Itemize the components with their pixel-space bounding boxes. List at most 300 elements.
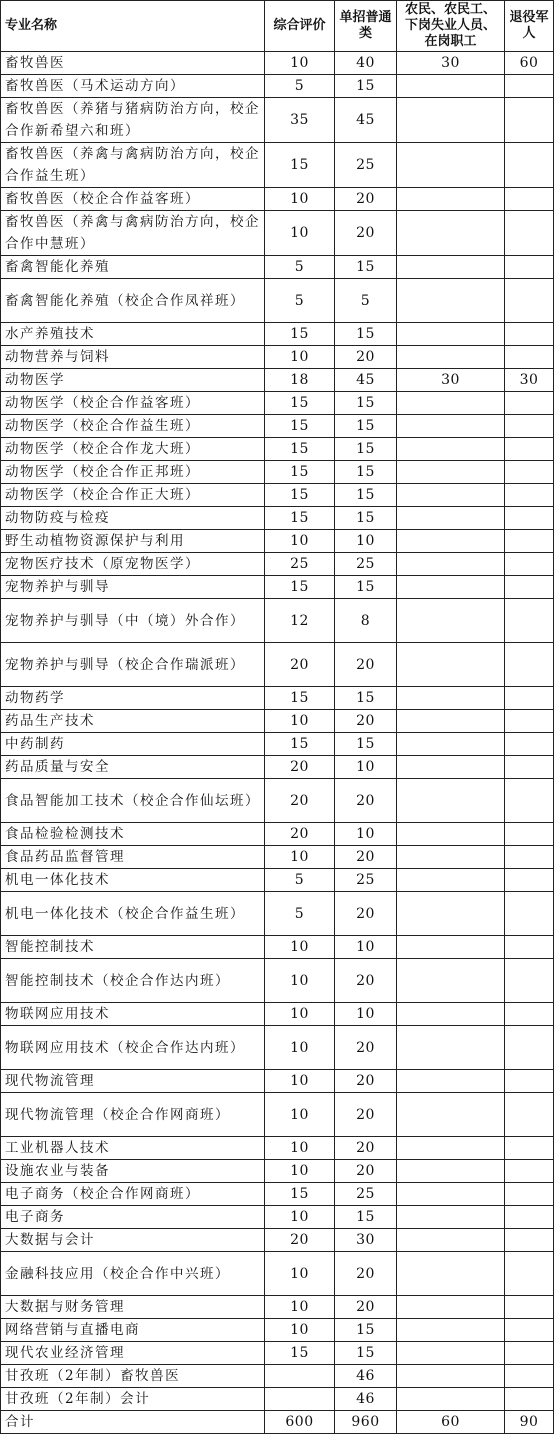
cell-veterans bbox=[505, 1319, 554, 1342]
cell-comprehensive bbox=[265, 1365, 335, 1388]
cell-major-name: 宠物养护与驯导（中（境）外合作） bbox=[1, 599, 265, 643]
cell-single: 15 bbox=[335, 438, 397, 461]
table-row bbox=[1, 1137, 554, 1160]
header-farmers-workers: 农民、农民工、下岗失业人员、在岗职工 bbox=[397, 1, 505, 52]
cell-comprehensive: 10 bbox=[265, 1070, 335, 1093]
table-row bbox=[1, 756, 554, 779]
table-header bbox=[1, 1, 554, 52]
cell-major-name: 畜禽智能化养殖 bbox=[1, 256, 265, 279]
cell-comprehensive: 15 bbox=[265, 392, 335, 415]
cell-comprehensive: 15 bbox=[265, 733, 335, 756]
cell-single: 960 bbox=[335, 1411, 397, 1434]
table-row bbox=[1, 1183, 554, 1206]
cell-major-name: 电子商务（校企合作网商班） bbox=[1, 1183, 265, 1206]
cell-single: 15 bbox=[335, 687, 397, 710]
table-row bbox=[1, 1252, 554, 1296]
cell-single: 15 bbox=[335, 75, 397, 98]
cell-veterans bbox=[505, 484, 554, 507]
cell-farmers bbox=[397, 461, 505, 484]
cell-veterans bbox=[505, 779, 554, 823]
cell-comprehensive: 15 bbox=[265, 1183, 335, 1206]
cell-major-name: 畜牧兽医（养猪与猪病防治方向，校企合作新希望六和班） bbox=[1, 98, 265, 143]
cell-comprehensive: 15 bbox=[265, 323, 335, 346]
cell-farmers bbox=[397, 323, 505, 346]
table-row bbox=[1, 438, 554, 461]
cell-farmers bbox=[397, 823, 505, 846]
cell-farmers bbox=[397, 143, 505, 188]
cell-single: 20 bbox=[335, 779, 397, 823]
cell-farmers bbox=[397, 1003, 505, 1026]
cell-veterans bbox=[505, 256, 554, 279]
cell-comprehensive: 20 bbox=[265, 756, 335, 779]
cell-comprehensive: 10 bbox=[265, 530, 335, 553]
cell-single: 10 bbox=[335, 530, 397, 553]
cell-veterans bbox=[505, 756, 554, 779]
cell-major-name: 大数据与财务管理 bbox=[1, 1296, 265, 1319]
cell-major-name: 动物医学（校企合作正邦班） bbox=[1, 461, 265, 484]
cell-comprehensive: 5 bbox=[265, 279, 335, 323]
total-row bbox=[1, 1411, 554, 1434]
header-comprehensive-evaluation: 综合评价 bbox=[265, 1, 335, 52]
cell-farmers bbox=[397, 1388, 505, 1411]
cell-comprehensive: 10 bbox=[265, 52, 335, 75]
cell-veterans: 60 bbox=[505, 52, 554, 75]
cell-single: 46 bbox=[335, 1365, 397, 1388]
cell-veterans bbox=[505, 869, 554, 892]
table-row bbox=[1, 1229, 554, 1252]
cell-veterans bbox=[505, 188, 554, 211]
cell-comprehensive: 15 bbox=[265, 415, 335, 438]
cell-veterans bbox=[505, 1365, 554, 1388]
cell-farmers bbox=[397, 892, 505, 936]
cell-major-name: 畜牧兽医（校企合作益客班） bbox=[1, 188, 265, 211]
table-row bbox=[1, 823, 554, 846]
table-row bbox=[1, 1093, 554, 1137]
cell-single: 25 bbox=[335, 143, 397, 188]
cell-single: 20 bbox=[335, 346, 397, 369]
cell-comprehensive: 10 bbox=[265, 346, 335, 369]
cell-comprehensive: 10 bbox=[265, 1160, 335, 1183]
cell-major-name: 动物医学（校企合作龙大班） bbox=[1, 438, 265, 461]
cell-comprehensive: 10 bbox=[265, 846, 335, 869]
table-row bbox=[1, 1319, 554, 1342]
cell-veterans bbox=[505, 553, 554, 576]
cell-comprehensive: 10 bbox=[265, 936, 335, 959]
cell-major-name: 动物医学（校企合作正大班） bbox=[1, 484, 265, 507]
cell-farmers bbox=[397, 392, 505, 415]
cell-veterans bbox=[505, 75, 554, 98]
cell-major-name: 药品生产技术 bbox=[1, 710, 265, 733]
cell-farmers bbox=[397, 188, 505, 211]
cell-single: 20 bbox=[335, 1296, 397, 1319]
cell-farmers bbox=[397, 1137, 505, 1160]
header-veterans: 退役军人 bbox=[505, 1, 554, 52]
table-row bbox=[1, 143, 554, 188]
cell-major-name: 网络营销与直播电商 bbox=[1, 1319, 265, 1342]
cell-veterans bbox=[505, 1229, 554, 1252]
cell-single: 20 bbox=[335, 1070, 397, 1093]
table-row bbox=[1, 75, 554, 98]
header-row bbox=[1, 1, 554, 52]
table-body bbox=[1, 52, 554, 1434]
cell-major-name: 动物医学（校企合作益生班） bbox=[1, 415, 265, 438]
table-row bbox=[1, 643, 554, 687]
cell-farmers bbox=[397, 279, 505, 323]
table-row bbox=[1, 1296, 554, 1319]
cell-comprehensive: 12 bbox=[265, 599, 335, 643]
cell-veterans bbox=[505, 279, 554, 323]
cell-major-name: 电子商务 bbox=[1, 1206, 265, 1229]
cell-veterans bbox=[505, 1342, 554, 1365]
cell-comprehensive: 10 bbox=[265, 1137, 335, 1160]
cell-major-name: 畜牧兽医（养禽与禽病防治方向，校企合作中慧班） bbox=[1, 211, 265, 256]
cell-comprehensive: 5 bbox=[265, 869, 335, 892]
cell-comprehensive: 15 bbox=[265, 687, 335, 710]
cell-single: 8 bbox=[335, 599, 397, 643]
cell-veterans bbox=[505, 346, 554, 369]
cell-comprehensive: 15 bbox=[265, 143, 335, 188]
cell-farmers bbox=[397, 1070, 505, 1093]
cell-farmers bbox=[397, 1365, 505, 1388]
cell-single: 10 bbox=[335, 936, 397, 959]
cell-comprehensive: 15 bbox=[265, 438, 335, 461]
cell-farmers bbox=[397, 1252, 505, 1296]
table-row bbox=[1, 369, 554, 392]
cell-comprehensive: 10 bbox=[265, 1319, 335, 1342]
cell-major-name: 药品质量与安全 bbox=[1, 756, 265, 779]
cell-comprehensive: 10 bbox=[265, 1003, 335, 1026]
cell-single: 15 bbox=[335, 1206, 397, 1229]
cell-farmers bbox=[397, 530, 505, 553]
cell-single: 25 bbox=[335, 1183, 397, 1206]
cell-comprehensive: 15 bbox=[265, 461, 335, 484]
cell-comprehensive: 5 bbox=[265, 75, 335, 98]
cell-major-name: 中药制药 bbox=[1, 733, 265, 756]
cell-comprehensive: 5 bbox=[265, 892, 335, 936]
cell-veterans bbox=[505, 1070, 554, 1093]
cell-single: 10 bbox=[335, 1003, 397, 1026]
cell-farmers: 30 bbox=[397, 369, 505, 392]
cell-veterans bbox=[505, 959, 554, 1003]
table-row bbox=[1, 346, 554, 369]
cell-comprehensive: 20 bbox=[265, 1229, 335, 1252]
cell-single: 45 bbox=[335, 369, 397, 392]
cell-single: 15 bbox=[335, 484, 397, 507]
cell-comprehensive: 10 bbox=[265, 1093, 335, 1137]
cell-veterans: 30 bbox=[505, 369, 554, 392]
cell-single: 10 bbox=[335, 823, 397, 846]
cell-major-name: 水产养殖技术 bbox=[1, 323, 265, 346]
cell-single: 25 bbox=[335, 553, 397, 576]
cell-farmers bbox=[397, 415, 505, 438]
cell-veterans bbox=[505, 687, 554, 710]
table-row bbox=[1, 484, 554, 507]
cell-farmers bbox=[397, 1319, 505, 1342]
cell-veterans: 90 bbox=[505, 1411, 554, 1434]
cell-veterans bbox=[505, 823, 554, 846]
cell-major-name: 工业机器人技术 bbox=[1, 1137, 265, 1160]
cell-major-name: 畜牧兽医（养禽与禽病防治方向，校企合作益生班） bbox=[1, 143, 265, 188]
cell-comprehensive: 10 bbox=[265, 188, 335, 211]
cell-veterans bbox=[505, 530, 554, 553]
cell-single: 20 bbox=[335, 1160, 397, 1183]
cell-veterans bbox=[505, 98, 554, 143]
cell-major-name: 野生动植物资源保护与利用 bbox=[1, 530, 265, 553]
cell-comprehensive: 10 bbox=[265, 710, 335, 733]
cell-veterans bbox=[505, 1296, 554, 1319]
cell-major-name: 现代农业经济管理 bbox=[1, 1342, 265, 1365]
cell-veterans bbox=[505, 1003, 554, 1026]
cell-veterans bbox=[505, 438, 554, 461]
cell-veterans bbox=[505, 392, 554, 415]
table-row bbox=[1, 892, 554, 936]
cell-farmers bbox=[397, 756, 505, 779]
table-row bbox=[1, 936, 554, 959]
table-row bbox=[1, 1003, 554, 1026]
cell-veterans bbox=[505, 415, 554, 438]
table-row bbox=[1, 52, 554, 75]
cell-major-name: 食品检验检测技术 bbox=[1, 823, 265, 846]
cell-single: 15 bbox=[335, 1319, 397, 1342]
table-row bbox=[1, 461, 554, 484]
cell-comprehensive: 10 bbox=[265, 959, 335, 1003]
cell-farmers bbox=[397, 553, 505, 576]
cell-comprehensive: 15 bbox=[265, 576, 335, 599]
table-row bbox=[1, 599, 554, 643]
cell-farmers bbox=[397, 1160, 505, 1183]
cell-comprehensive: 10 bbox=[265, 1026, 335, 1070]
table-row bbox=[1, 1388, 554, 1411]
table-row bbox=[1, 576, 554, 599]
cell-major-name: 动物医学（校企合作益客班） bbox=[1, 392, 265, 415]
cell-major-name: 食品药品监督管理 bbox=[1, 846, 265, 869]
cell-veterans bbox=[505, 1093, 554, 1137]
cell-single: 40 bbox=[335, 52, 397, 75]
cell-single: 20 bbox=[335, 643, 397, 687]
cell-major-name: 物联网应用技术（校企合作达内班） bbox=[1, 1026, 265, 1070]
table-row bbox=[1, 1026, 554, 1070]
cell-major-name: 动物营养与饲料 bbox=[1, 346, 265, 369]
table-row bbox=[1, 1342, 554, 1365]
cell-farmers bbox=[397, 846, 505, 869]
cell-major-name: 设施农业与装备 bbox=[1, 1160, 265, 1183]
table-row bbox=[1, 323, 554, 346]
table-row bbox=[1, 392, 554, 415]
cell-single: 45 bbox=[335, 98, 397, 143]
cell-comprehensive: 15 bbox=[265, 507, 335, 530]
cell-farmers bbox=[397, 779, 505, 823]
cell-farmers bbox=[397, 1093, 505, 1137]
cell-single: 20 bbox=[335, 1137, 397, 1160]
table-row bbox=[1, 1160, 554, 1183]
cell-major-name: 甘孜班（2年制）畜牧兽医 bbox=[1, 1365, 265, 1388]
cell-farmers bbox=[397, 687, 505, 710]
cell-veterans bbox=[505, 599, 554, 643]
cell-farmers bbox=[397, 1206, 505, 1229]
cell-farmers bbox=[397, 256, 505, 279]
cell-comprehensive: 10 bbox=[265, 1206, 335, 1229]
table-row bbox=[1, 687, 554, 710]
cell-major-name: 畜禽智能化养殖（校企合作凤祥班） bbox=[1, 279, 265, 323]
header-major-name: 专业名称 bbox=[1, 1, 265, 52]
cell-comprehensive: 15 bbox=[265, 1342, 335, 1365]
cell-comprehensive: 10 bbox=[265, 211, 335, 256]
cell-major-name: 宠物医疗技术（原宠物医学） bbox=[1, 553, 265, 576]
cell-farmers bbox=[397, 599, 505, 643]
cell-veterans bbox=[505, 733, 554, 756]
cell-major-name: 智能控制技术（校企合作达内班） bbox=[1, 959, 265, 1003]
cell-farmers bbox=[397, 643, 505, 687]
cell-veterans bbox=[505, 710, 554, 733]
cell-veterans bbox=[505, 576, 554, 599]
cell-single: 15 bbox=[335, 1342, 397, 1365]
table-row bbox=[1, 256, 554, 279]
cell-single: 46 bbox=[335, 1388, 397, 1411]
cell-farmers bbox=[397, 733, 505, 756]
table-row bbox=[1, 779, 554, 823]
cell-single: 20 bbox=[335, 710, 397, 733]
cell-major-name: 金融科技应用（校企合作中兴班） bbox=[1, 1252, 265, 1296]
cell-single: 5 bbox=[335, 279, 397, 323]
cell-comprehensive: 600 bbox=[265, 1411, 335, 1434]
cell-farmers bbox=[397, 484, 505, 507]
cell-single: 20 bbox=[335, 892, 397, 936]
cell-comprehensive: 18 bbox=[265, 369, 335, 392]
table-row bbox=[1, 1206, 554, 1229]
cell-veterans bbox=[505, 1388, 554, 1411]
cell-major-name: 动物医学 bbox=[1, 369, 265, 392]
cell-veterans bbox=[505, 1183, 554, 1206]
table-row bbox=[1, 507, 554, 530]
cell-major-name: 动物防疫与检疫 bbox=[1, 507, 265, 530]
cell-farmers bbox=[397, 1026, 505, 1070]
cell-veterans bbox=[505, 507, 554, 530]
cell-veterans bbox=[505, 1026, 554, 1070]
cell-major-name: 机电一体化技术 bbox=[1, 869, 265, 892]
cell-single: 20 bbox=[335, 1093, 397, 1137]
cell-veterans bbox=[505, 211, 554, 256]
cell-single: 15 bbox=[335, 576, 397, 599]
cell-veterans bbox=[505, 936, 554, 959]
table-row bbox=[1, 959, 554, 1003]
table-row bbox=[1, 415, 554, 438]
table-row bbox=[1, 553, 554, 576]
cell-veterans bbox=[505, 643, 554, 687]
cell-veterans bbox=[505, 892, 554, 936]
cell-veterans bbox=[505, 1137, 554, 1160]
cell-single: 25 bbox=[335, 869, 397, 892]
cell-farmers: 60 bbox=[397, 1411, 505, 1434]
cell-comprehensive: 20 bbox=[265, 823, 335, 846]
cell-major-name: 机电一体化技术（校企合作益生班） bbox=[1, 892, 265, 936]
table-row bbox=[1, 1070, 554, 1093]
table-row bbox=[1, 733, 554, 756]
cell-farmers bbox=[397, 710, 505, 733]
cell-single: 15 bbox=[335, 256, 397, 279]
cell-major-name: 食品智能加工技术（校企合作仙坛班） bbox=[1, 779, 265, 823]
cell-veterans bbox=[505, 1252, 554, 1296]
cell-single: 15 bbox=[335, 733, 397, 756]
cell-major-name: 现代物流管理 bbox=[1, 1070, 265, 1093]
cell-farmers bbox=[397, 507, 505, 530]
cell-major-name: 物联网应用技术 bbox=[1, 1003, 265, 1026]
table-row bbox=[1, 188, 554, 211]
cell-major-name: 畜牧兽医 bbox=[1, 52, 265, 75]
cell-farmers bbox=[397, 75, 505, 98]
cell-single: 15 bbox=[335, 392, 397, 415]
cell-farmers bbox=[397, 438, 505, 461]
cell-farmers bbox=[397, 936, 505, 959]
cell-farmers bbox=[397, 869, 505, 892]
table-row bbox=[1, 279, 554, 323]
cell-comprehensive: 15 bbox=[265, 484, 335, 507]
cell-major-name: 大数据与会计 bbox=[1, 1229, 265, 1252]
cell-farmers bbox=[397, 346, 505, 369]
cell-comprehensive: 35 bbox=[265, 98, 335, 143]
table-row bbox=[1, 869, 554, 892]
cell-veterans bbox=[505, 143, 554, 188]
cell-comprehensive: 5 bbox=[265, 256, 335, 279]
cell-major-name: 智能控制技术 bbox=[1, 936, 265, 959]
cell-major-name: 甘孜班（2年制）会计 bbox=[1, 1388, 265, 1411]
cell-comprehensive: 10 bbox=[265, 1296, 335, 1319]
cell-comprehensive: 20 bbox=[265, 779, 335, 823]
cell-farmers bbox=[397, 1296, 505, 1319]
cell-single: 15 bbox=[335, 323, 397, 346]
cell-major-name: 宠物养护与驯导 bbox=[1, 576, 265, 599]
cell-single: 20 bbox=[335, 959, 397, 1003]
cell-single: 20 bbox=[335, 1026, 397, 1070]
cell-single: 15 bbox=[335, 507, 397, 530]
cell-single: 10 bbox=[335, 756, 397, 779]
table-row bbox=[1, 211, 554, 256]
cell-farmers bbox=[397, 1229, 505, 1252]
cell-single: 20 bbox=[335, 188, 397, 211]
cell-major-name: 畜牧兽医（马术运动方向） bbox=[1, 75, 265, 98]
table-row bbox=[1, 98, 554, 143]
cell-single: 20 bbox=[335, 846, 397, 869]
cell-comprehensive: 20 bbox=[265, 643, 335, 687]
cell-farmers bbox=[397, 576, 505, 599]
cell-major-name: 动物药学 bbox=[1, 687, 265, 710]
cell-farmers bbox=[397, 959, 505, 1003]
cell-major-name: 合计 bbox=[1, 1411, 265, 1434]
cell-comprehensive bbox=[265, 1388, 335, 1411]
header-single-enrollment: 单招普通类 bbox=[335, 1, 397, 52]
cell-comprehensive: 25 bbox=[265, 553, 335, 576]
cell-veterans bbox=[505, 1206, 554, 1229]
table-row bbox=[1, 710, 554, 733]
cell-farmers bbox=[397, 98, 505, 143]
cell-major-name: 宠物养护与驯导（校企合作瑞派班） bbox=[1, 643, 265, 687]
cell-farmers bbox=[397, 1183, 505, 1206]
cell-veterans bbox=[505, 846, 554, 869]
cell-single: 30 bbox=[335, 1229, 397, 1252]
cell-single: 20 bbox=[335, 211, 397, 256]
table-row bbox=[1, 846, 554, 869]
cell-single: 20 bbox=[335, 1252, 397, 1296]
cell-farmers: 30 bbox=[397, 52, 505, 75]
cell-veterans bbox=[505, 1160, 554, 1183]
cell-farmers bbox=[397, 1342, 505, 1365]
cell-veterans bbox=[505, 323, 554, 346]
cell-single: 15 bbox=[335, 461, 397, 484]
cell-single: 15 bbox=[335, 415, 397, 438]
cell-farmers bbox=[397, 211, 505, 256]
cell-veterans bbox=[505, 461, 554, 484]
cell-comprehensive: 10 bbox=[265, 1252, 335, 1296]
table-row bbox=[1, 530, 554, 553]
